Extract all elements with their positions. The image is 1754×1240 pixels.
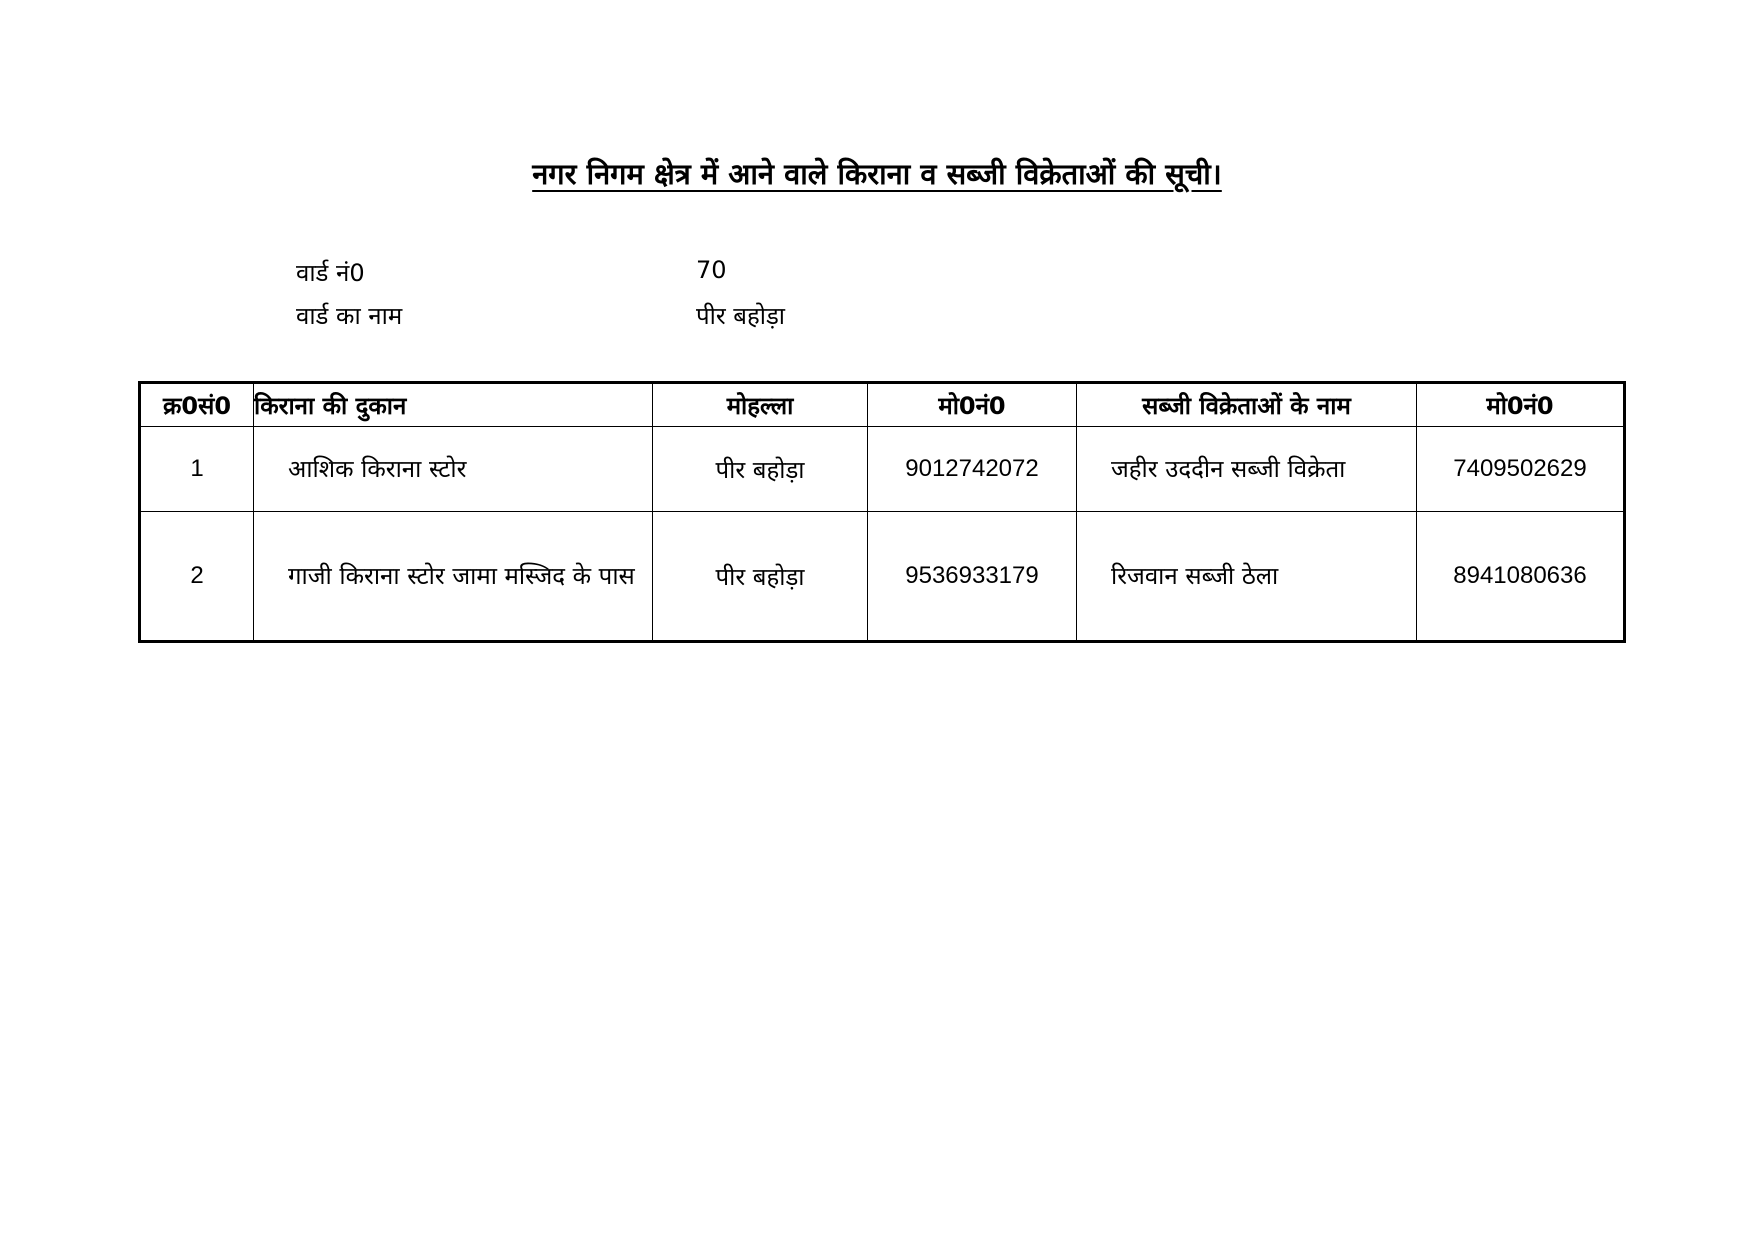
table-header-row <box>140 383 1625 427</box>
table-row <box>140 512 1625 642</box>
cell-vegetable-vendor: रिजवान सब्जी ठेला <box>1077 512 1417 642</box>
ward-name-value: पीर बहोड़ा <box>696 302 786 330</box>
vendor-table <box>138 381 1626 643</box>
header-shop-mobile: मो0नं0 <box>868 383 1077 427</box>
cell-grocery-shop: आशिक किराना स्टोर <box>254 427 653 512</box>
cell-locality: पीर बहोड़ा <box>653 427 868 512</box>
cell-serial-number: 2 <box>140 512 254 642</box>
cell-shop-mobile: 9012742072 <box>868 427 1077 512</box>
header-vendor-mobile: मो0नं0 <box>1417 383 1625 427</box>
cell-vendor-mobile: 7409502629 <box>1417 427 1625 512</box>
cell-vendor-mobile: 8941080636 <box>1417 512 1625 642</box>
page-title <box>0 154 1754 193</box>
ward-number-value: 70 <box>696 256 727 284</box>
cell-grocery-shop: गाजी किराना स्टोर जामा मस्जिद के पास <box>254 512 653 642</box>
header-serial-number: क्र0सं0 <box>140 383 254 427</box>
ward-name-label: वार्ड का नाम <box>296 302 403 330</box>
cell-shop-mobile: 9536933179 <box>868 512 1077 642</box>
table-row <box>140 427 1625 512</box>
header-locality: मोहल्ला <box>653 383 868 427</box>
page-title-text: नगर निगम क्षेत्र में आने वाले किराना व सब्जी विक्रेताओं की सूची। <box>532 157 1222 191</box>
header-grocery-shop: किराना की दुकान <box>254 383 653 427</box>
ward-number-label: वार्ड नं0 <box>296 259 365 287</box>
cell-vegetable-vendor: जहीर उददीन सब्जी विक्रेता <box>1077 427 1417 512</box>
header-vegetable-vendor: सब्जी विक्रेताओं के नाम <box>1077 383 1417 427</box>
cell-serial-number: 1 <box>140 427 254 512</box>
cell-locality: पीर बहोड़ा <box>653 512 868 642</box>
